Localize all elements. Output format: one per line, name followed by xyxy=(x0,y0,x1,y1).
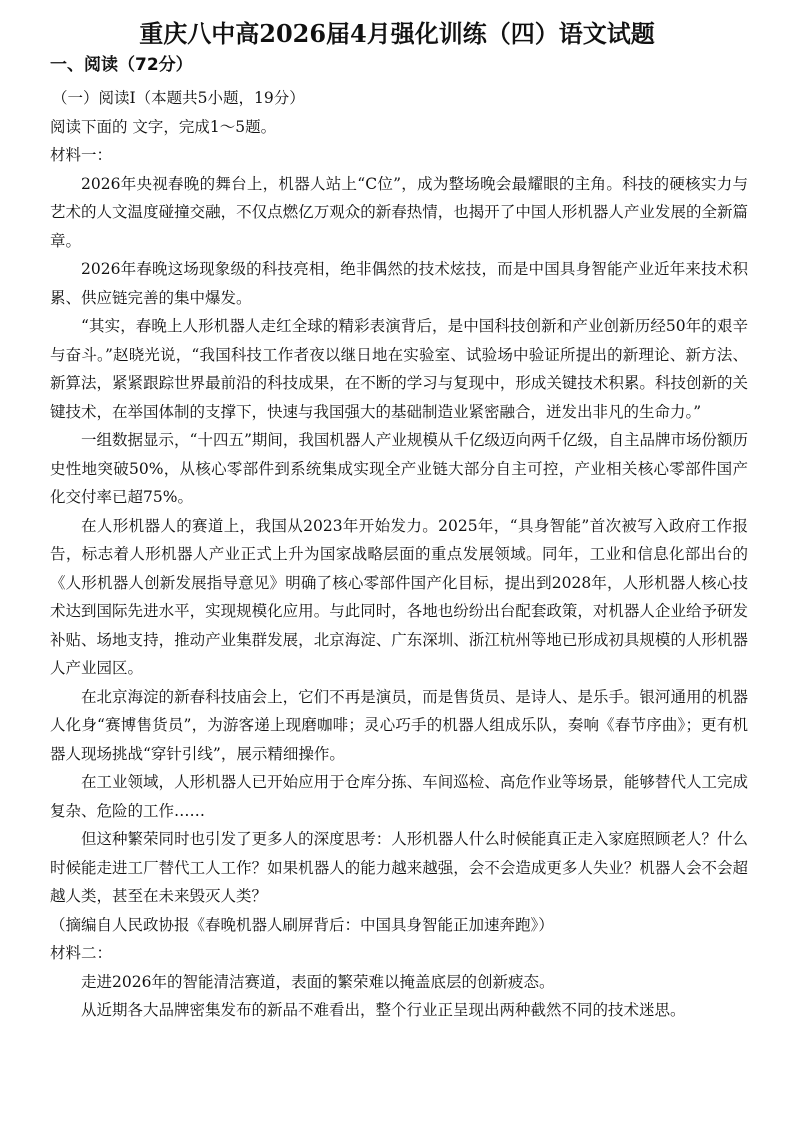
paragraph: 从近期各大品牌密集发布的新品不难看出，整个行业正呈现出两种截然不同的技术迷思。 xyxy=(81,1001,686,1019)
instruction-text: 阅读下面的 文字，完成1～5题。 xyxy=(50,117,277,136)
paragraph: 在人形机器人的赛道上，我国从2023年开始发力。2025年，“具身智能”首次被写入政府工作报告，标志着人形机器人产业正式上升为国家战略层面的重点发展领域。同年，工业和信息化部出台的《人形机器人创新发展指导意见》明确了核心零部件国产化目标，提出到2028年，人形机器人核心技术达到国际先进水平，实现规模化应用。与此同时，各地也纷纷出台配套政策，对机器人企业给予研发补贴、场地支持，推动产业集群发展，北京海淀、广东深圳、浙江杭州等地已形成初具规模的人形机器人产业园区。 xyxy=(50,516,748,677)
paragraph: 2026年央视春晚的舞台上，机器人站上“C位”，成为整场晚会最耀眼的主角。科技的硬核实力与艺术的人文温度碰撞交融，不仅点燃亿万观众的新春热情，也揭开了中国人形机器人产业发展的全新篇章。 xyxy=(50,174,748,250)
paragraph: 走进2026年的智能清洁赛道，表面的繁荣难以掩盖底层的创新疲态。 xyxy=(81,972,555,991)
paragraph: “其实，春晚上人形机器人走红全球的精彩表演背后，是中国科技创新和产业创新历经50年的艰辛与奋斗。”赵晓光说，“我国科技工作者夜以继日地在实验室、试验场中验证所提出的新理论、新方法、新算法，紧紧跟踪世界最前沿的科技成果，在不断的学习与复现中，形成关键技术积累。科技创新的关键技术，在举国体制的支撑下，快速与我国强大的基础制造业紧密融合，迸发出非凡的生命力。” xyxy=(50,317,748,421)
paragraph: 一组数据显示，“十四五”期间，我国机器人产业规模从千亿级迈向两千亿级，自主品牌市场份额历史性地突破50%，从核心零部件到系统集成实现全产业链大部分自主可控，产业相关核心零部件国产化交付率已超75%。 xyxy=(50,431,748,506)
page-title: 重庆八中高2026届4月强化训练（四）语文试题 xyxy=(139,19,655,48)
section-heading: 一、阅读（72分） xyxy=(50,55,193,75)
material-one-label: 材料一： xyxy=(50,146,113,164)
paragraph: 但这种繁荣同时也引发了更多人的深度思考：人形机器人什么时候能真正走入家庭照顾老人？什么时候能走进工厂替代工人工作？如果机器人的能力越来越强，会不会造成更多人失业？机器人会不会超越人类，甚至在未来毁灭人类？ xyxy=(50,830,748,905)
source-citation: （摘编自人民政协报《春晚机器人刷屏背后：中国具身智能正加速奔跑》） xyxy=(50,915,554,934)
document-body xyxy=(50,84,748,1025)
paragraph: 2026年春晚这场现象级的科技亮相，绝非偶然的技术炫技，而是中国具身智能产业近年来技术积累、供应链完善的集中爆发。 xyxy=(50,260,748,307)
paragraph: 在工业领域，人形机器人已开始应用于仓库分拣、车间巡检、高危作业等场景，能够替代人工完成复杂、危险的工作…… xyxy=(50,773,748,820)
subsection-heading: （一）阅读I（本题共5小题，19分） xyxy=(52,89,305,107)
material-two-label: 材料二： xyxy=(50,944,113,962)
paragraph: 在北京海淀的新春科技庙会上，它们不再是演员，而是售货员、是诗人、是乐手。银河通用的机器人化身“赛博售货员”，为游客递上现磨咖啡；灵心巧手的机器人组成乐队，奏响《春节序曲》；更有机器人现场挑战“穿针引线”，展示精细操作。 xyxy=(50,687,748,763)
